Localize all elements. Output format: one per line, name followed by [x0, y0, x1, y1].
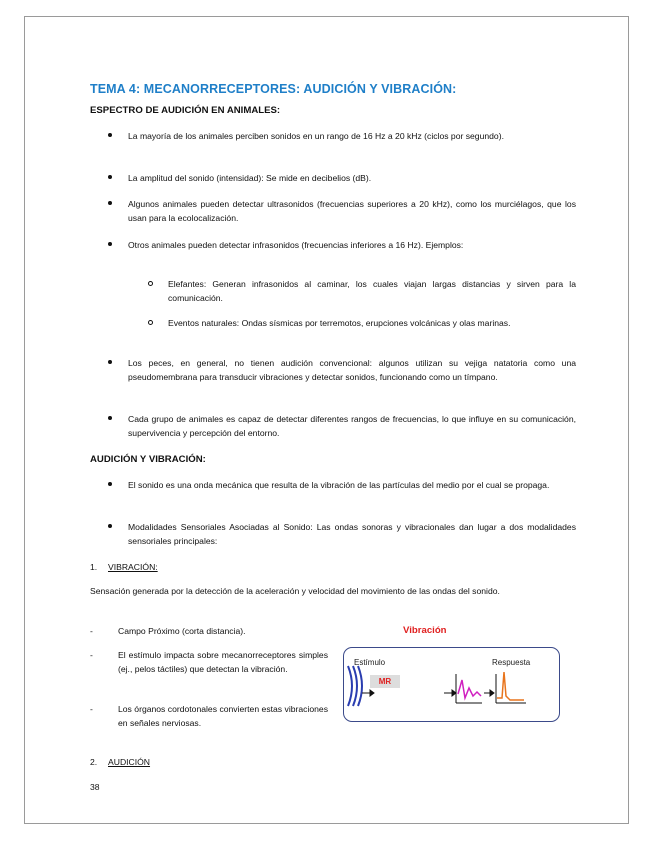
bullet-icon [108, 482, 112, 486]
sub-list-item: Elefantes: Generan infrasonidos al caminar, los cuales viajan largas distancias y sirven para la comunicación. [168, 277, 576, 305]
response-label: Respuesta [492, 658, 531, 667]
bullet-icon [108, 175, 112, 179]
section-heading-espectro: ESPECTRO DE AUDICIÓN EN ANIMALES: [90, 105, 281, 116]
bullet-icon [108, 360, 112, 364]
circle-bullet-icon [148, 320, 153, 325]
figure-title: Vibración [403, 625, 447, 636]
section-heading-audicion-vibracion: AUDICIÓN Y VIBRACIÓN: [90, 454, 206, 465]
bullet-icon [108, 524, 112, 528]
nerve-response-trace [496, 672, 526, 703]
dash-item: - Los órganos cordotonales convierten estas vibraciones en señales nerviosas. [90, 704, 328, 728]
numbered-item-vibracion: 1. VIBRACIÓN: [90, 562, 158, 572]
list-item: La amplitud del sonido (intensidad): Se mide en decibelios (dB). [128, 171, 576, 185]
bullet-icon [108, 133, 112, 137]
list-item: Cada grupo de animales es capaz de detectar diferentes rangos de frecuencias, lo que influye en su comunicación, supervivencia y percepción del entorno. [128, 412, 576, 440]
receptor-response-trace [456, 674, 482, 703]
dash-item: - Campo Próximo (corta distancia). [90, 626, 246, 636]
list-item: Algunos animales pueden detectar ultrasonidos (frecuencias superiores a 20 kHz), como los murciélagos, que los usan para la ecolocalización. [128, 197, 576, 225]
bullet-icon [108, 201, 112, 205]
page-number: 38 [90, 782, 100, 792]
sub-list-item: Eventos naturales: Ondas sísmicas por terremotos, erupciones volcánicas y olas marinas. [168, 316, 576, 330]
page-title: TEMA 4: MECANORRECEPTORES: AUDICIÓN Y VIBRACIÓN: [90, 82, 457, 96]
arrow-icon [444, 690, 456, 696]
list-item: Los peces, en general, no tienen audición convencional: algunos utilizan su vejiga natatoria como una pseudomembrana para transducir vibraciones y detectar sonidos, funcionando como un tímpano. [128, 356, 576, 384]
bullet-icon [108, 416, 112, 420]
sound-waves-icon [348, 666, 362, 706]
arrow-icon [484, 690, 494, 696]
list-item: La mayoría de los animales perciben sonidos en un rango de 16 Hz a 20 kHz (ciclos por segundo). [128, 129, 576, 143]
stimulus-label: Estímulo [354, 658, 386, 667]
vibration-figure [343, 647, 560, 722]
circle-bullet-icon [148, 281, 153, 286]
vibration-diagram [344, 648, 558, 720]
arrow-icon [362, 690, 374, 696]
list-item: El sonido es una onda mecánica que resulta de la vibración de las partículas del medio por el cual se propaga. [128, 478, 576, 492]
numbered-item-audicion: 2. AUDICIÓN [90, 757, 151, 767]
list-item: Otros animales pueden detectar infrasonidos (frecuencias inferiores a 16 Hz). Ejemplos: [128, 238, 576, 252]
vibration-definition: Sensación generada por la detección de la aceleración y velocidad del movimiento de las ondas del sonido. [90, 586, 500, 596]
dash-item: - El estímulo impacta sobre mecanorreceptores simples (ej., pelos táctiles) que detectan la vibración. [90, 650, 328, 674]
bullet-icon [108, 242, 112, 246]
list-item: Modalidades Sensoriales Asociadas al Sonido: Las ondas sonoras y vibracionales dan lugar a dos modalidades sensoriales principales: [128, 520, 576, 548]
mechanoreceptor-label: MR [370, 675, 400, 688]
